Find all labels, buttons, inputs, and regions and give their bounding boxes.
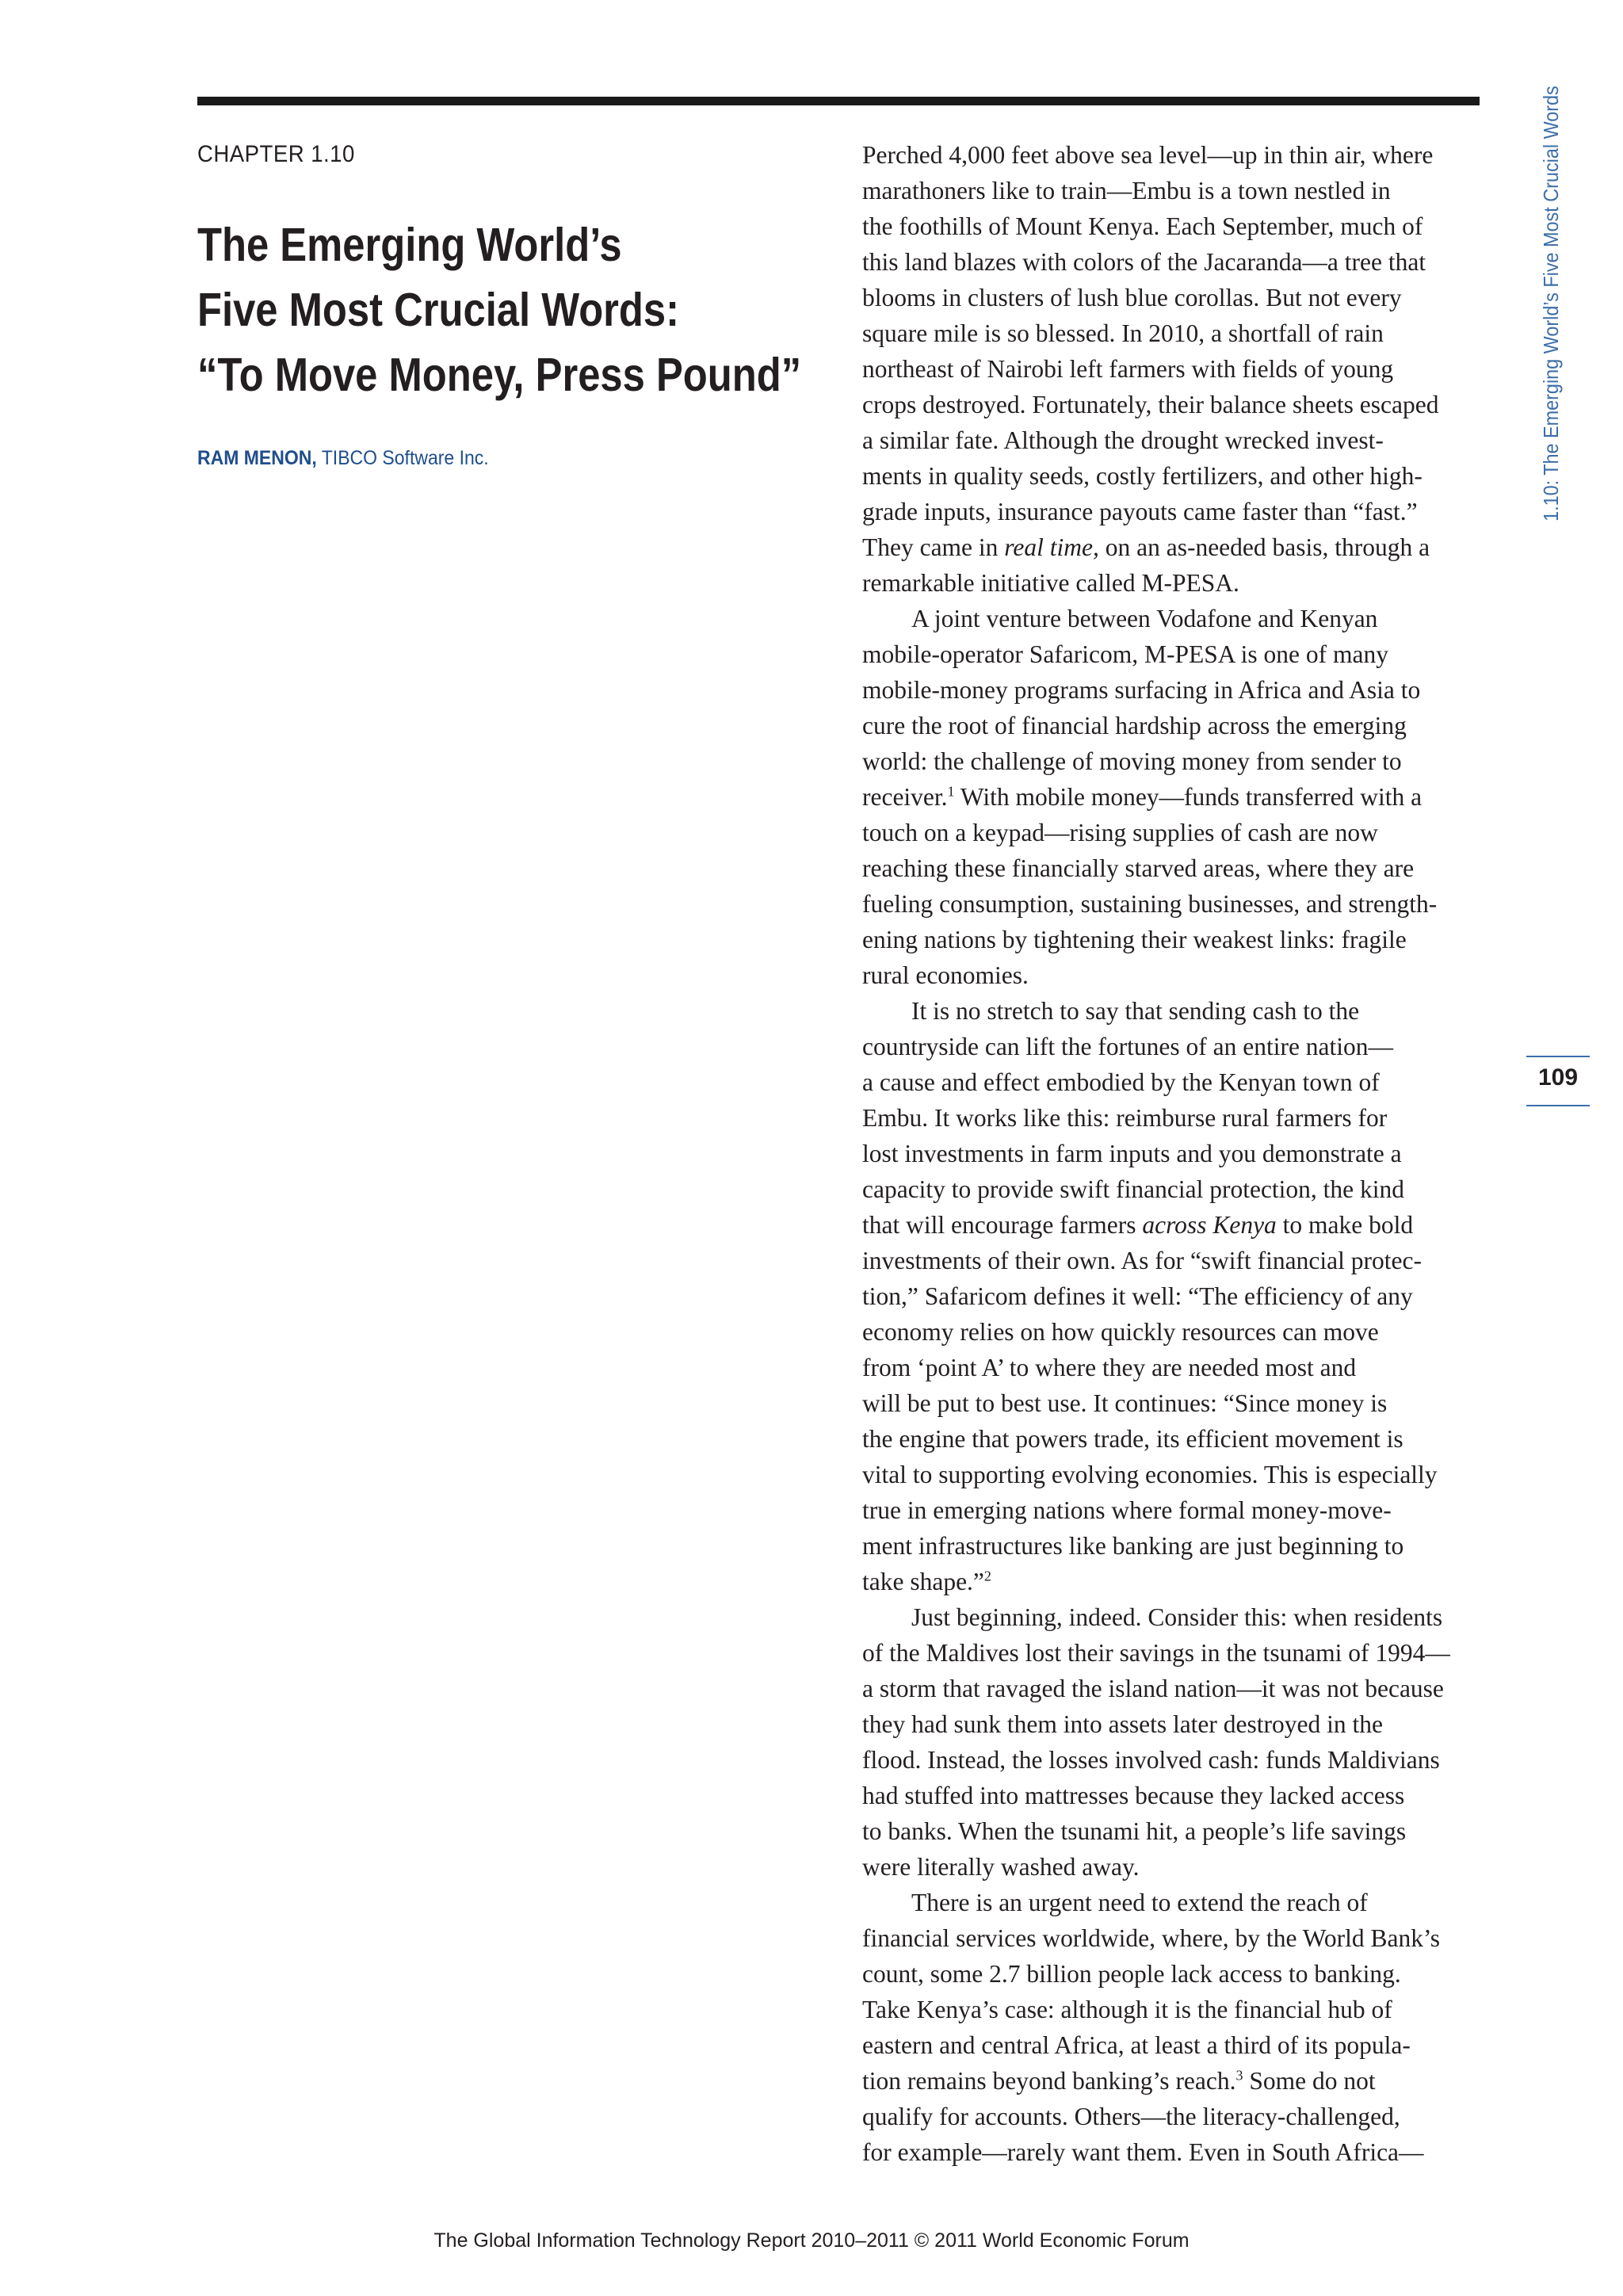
body-line-segment: receiver.	[862, 783, 948, 811]
italic-phrase: across Kenya	[1142, 1211, 1277, 1239]
body-line: northeast of Nairobi left farmers with fields of young	[862, 355, 1394, 383]
body-line: from ‘point A’ to where they are needed most and	[862, 1354, 1357, 1381]
body-line: fueling consumption, sustaining businesses, and strength-	[862, 890, 1438, 918]
body-line: qualify for accounts. Others—the literacy-challenged,	[862, 2103, 1400, 2130]
author-name: RAM MENON,	[197, 447, 317, 469]
body-line: of the Maldives lost their savings in the tsunami of 1994—	[862, 1639, 1450, 1667]
body-line-segment: to make bold	[1276, 1211, 1414, 1239]
body-line-segment: They came in	[862, 533, 1005, 561]
body-line-segment: that will encourage farmers	[862, 1211, 1143, 1239]
body-line: flood. Instead, the losses involved cash: funds Maldivians	[862, 1746, 1440, 1774]
body-line: mobile-operator Safaricom, M-PESA is one of many	[862, 640, 1388, 668]
body-line: Take Kenya’s case: although it is the financial hub of	[862, 1996, 1392, 2023]
body-line: crops destroyed. Fortunately, their balance sheets escaped	[862, 391, 1439, 418]
body-line	[862, 1207, 1480, 1243]
body-line-segment: tion remains beyond banking’s reach.	[862, 2067, 1236, 2095]
body-line: There is an urgent need to extend the reach of	[911, 1889, 1368, 1916]
body-line: rural economies.	[862, 961, 1029, 989]
running-head-text: 1.10: The Emerging World’s Five Most Crucial Words	[1539, 86, 1563, 521]
body-line: blooms in clusters of lush blue corollas. But not every	[862, 284, 1402, 311]
body-line: this land blazes with colors of the Jacaranda—a tree that	[862, 248, 1426, 276]
author-byline	[197, 447, 781, 470]
chapter-title	[197, 212, 802, 407]
body-line: cure the root of financial hardship across the emerging	[862, 712, 1407, 739]
body-line: investments of their own. As for “swift financial protec-	[862, 1247, 1422, 1274]
body-line	[862, 1564, 1480, 1599]
body-line: square mile is so blessed. In 2010, a shortfall of rain	[862, 319, 1384, 347]
body-line: capacity to provide swift financial protection, the kind	[862, 1175, 1405, 1203]
body-line: countryside can lift the fortunes of an entire nation—	[862, 1033, 1394, 1060]
body-line	[862, 2063, 1480, 2099]
body-line: Just beginning, indeed. Consider this: when residents	[911, 1603, 1443, 1631]
body-line: mobile-money programs surfacing in Africa and Asia to	[862, 676, 1421, 704]
body-line-segment: take shape.”	[862, 1568, 984, 1595]
body-line: tion,” Safaricom defines it well: “The efficiency of any	[862, 1282, 1413, 1310]
body-line: a storm that ravaged the island nation—it was not because	[862, 1675, 1444, 1702]
body-line: will be put to best use. It continues: “Since money is	[862, 1389, 1388, 1417]
page-number-rule-bottom	[1526, 1105, 1590, 1106]
page-number: 109	[1537, 1064, 1579, 1091]
body-line: were literally washed away.	[862, 1853, 1140, 1881]
body-line: remarkable initiative called M-PESA.	[862, 569, 1239, 597]
body-line: Embu. It works like this: reimburse rural farmers for	[862, 1104, 1388, 1132]
body-line: reaching these financially starved areas, where they are	[862, 854, 1415, 882]
body-line-segment: With mobile money—funds transferred with a	[954, 783, 1423, 811]
body-line	[862, 529, 1480, 565]
body-line: grade inputs, insurance payouts came faster than “fast.”	[862, 498, 1418, 525]
italic-phrase: real time,	[1004, 533, 1099, 561]
footnote-marker[interactable]: 1	[947, 783, 955, 800]
body-line: a cause and effect embodied by the Kenyan town of	[862, 1068, 1380, 1096]
footnote-marker[interactable]: 3	[1235, 2067, 1243, 2084]
body-line: touch on a keypad—rising supplies of cash are now	[862, 819, 1378, 846]
body-line: true in emerging nations where formal money-move-	[862, 1496, 1392, 1524]
chapter-label: CHAPTER 1.10	[197, 141, 355, 167]
body-line: lost investments in farm inputs and you demonstrate a	[862, 1140, 1402, 1167]
author-organization: TIBCO Software Inc.	[316, 447, 489, 469]
body-line: eastern and central Africa, at least a third of its popula-	[862, 2031, 1411, 2059]
running-head	[1537, 86, 1564, 625]
body-line: the engine that powers trade, its efficient movement is	[862, 1425, 1403, 1453]
body-line: for example—rarely want them. Even in South Africa—	[862, 2138, 1424, 2166]
body-line: a similar fate. Although the drought wrecked invest-	[862, 426, 1384, 454]
body-line: marathoners like to train—Embu is a town nestled in	[862, 177, 1391, 204]
body-line: ening nations by tightening their weakest links: fragile	[862, 926, 1407, 953]
chapter-title-line: Five Most Crucial Words:	[197, 284, 680, 336]
footer-credit: The Global Information Technology Report 2010–2011 © 2011 World Economic Forum	[433, 2229, 1190, 2252]
body-line: ments in quality seeds, costly fertilizers, and other high-	[862, 462, 1423, 490]
body-line: the foothills of Mount Kenya. Each September, much of	[862, 212, 1423, 240]
body-line: had stuffed into mattresses because they lacked access	[862, 1782, 1405, 1809]
body-line: vital to supporting evolving economies. This is especially	[862, 1461, 1438, 1488]
footnote-marker[interactable]: 2	[983, 1568, 991, 1584]
body-line: Perched 4,000 feet above sea level—up in thin air, where	[862, 141, 1434, 169]
body-line-segment: Some do not	[1243, 2067, 1376, 2095]
article-body	[862, 137, 1480, 2170]
chapter-title-line: The Emerging World’s	[197, 219, 622, 271]
page-number-rule-top	[1526, 1056, 1590, 1057]
body-line	[862, 779, 1480, 815]
chapter-title-line: “To Move Money, Press Pound”	[197, 349, 802, 401]
top-rule	[197, 97, 1480, 105]
body-line: to banks. When the tsunami hit, a people’s life savings	[862, 1817, 1407, 1845]
body-line: they had sunk them into assets later destroyed in the	[862, 1710, 1383, 1738]
body-line: A joint venture between Vodafone and Kenyan	[911, 605, 1378, 632]
body-line: financial services worldwide, where, by the World Bank’s	[862, 1924, 1441, 1952]
body-line: It is no stretch to say that sending cash to the	[911, 997, 1360, 1025]
body-line: ment infrastructures like banking are just beginning to	[862, 1532, 1404, 1560]
body-line: economy relies on how quickly resources can move	[862, 1318, 1379, 1346]
body-line: world: the challenge of moving money from sender to	[862, 747, 1402, 775]
body-line-segment: on an as-needed basis, through a	[1098, 533, 1430, 561]
chapter-heading-block	[197, 141, 831, 470]
body-line: count, some 2.7 billion people lack access to banking.	[862, 1960, 1401, 1988]
